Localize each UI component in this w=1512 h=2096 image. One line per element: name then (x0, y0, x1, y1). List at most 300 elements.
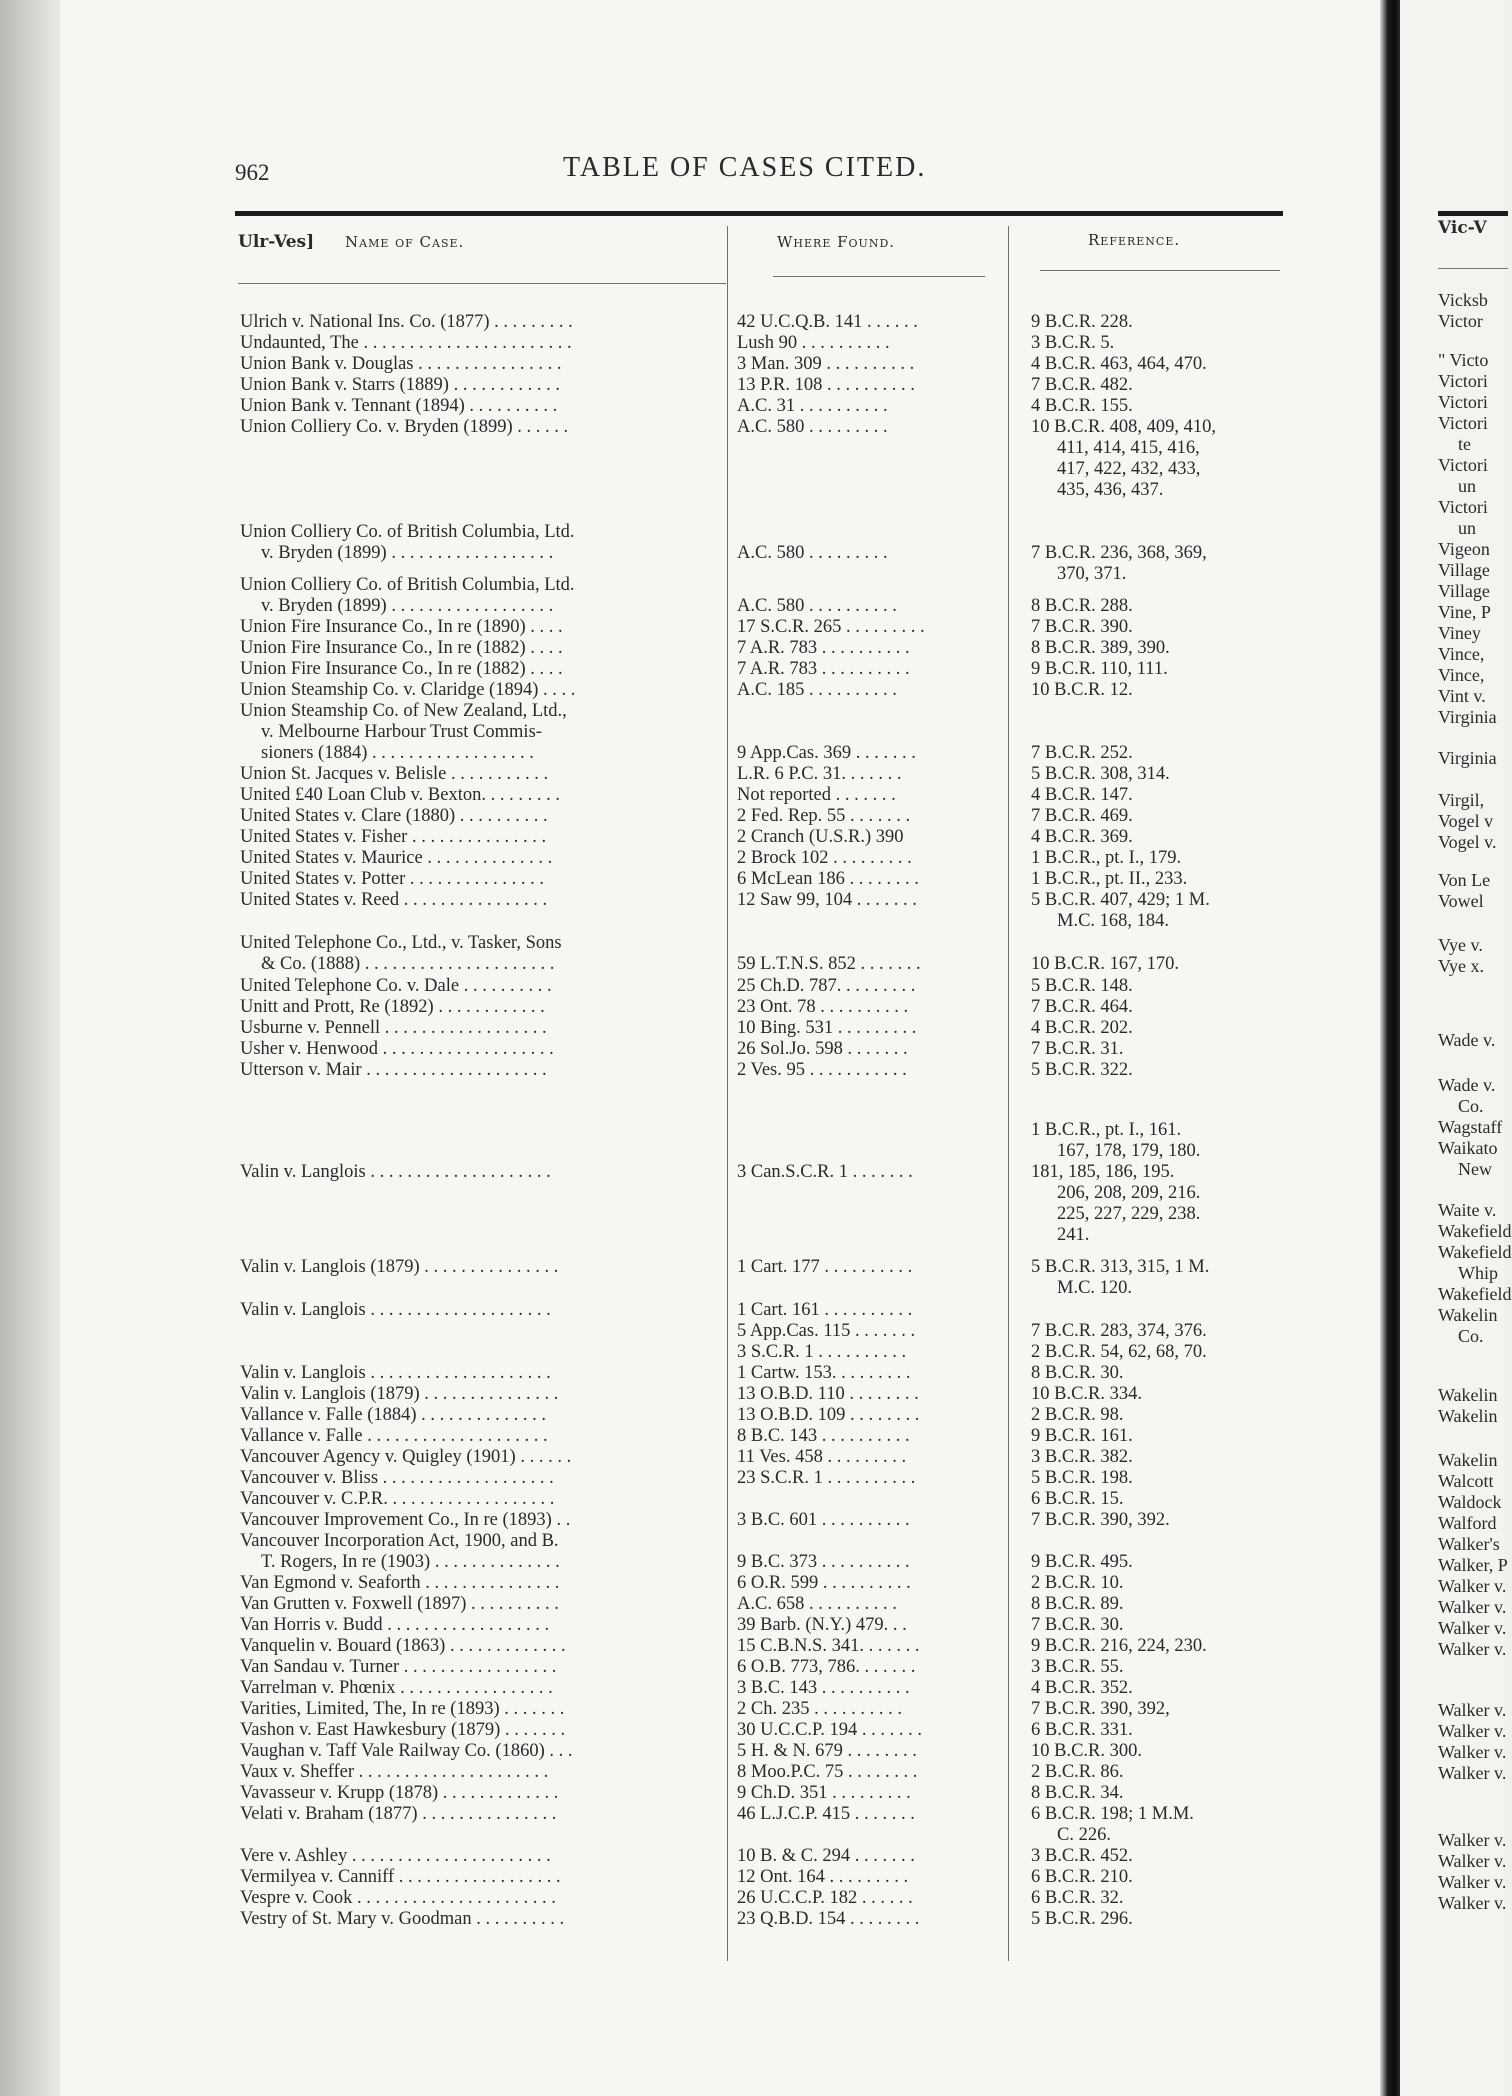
table-row (235, 1762, 1285, 1784)
case-name: v. Melbourne Harbour Trust Commis- (261, 722, 542, 742)
case-name: Varrelman v. Phœnix . . . . . . . . . . . . . . . . . (240, 1678, 553, 1698)
table-row (235, 869, 1285, 891)
table-row (235, 522, 1285, 544)
reference: 2 B.C.R. 86. (1031, 1762, 1124, 1782)
case-name: Union Bank v. Starrs (1889) . . . . . . . . . . . . (240, 375, 560, 395)
reference: M.C. 168, 184. (1057, 911, 1170, 931)
case-name: Union Fire Insurance Co., In re (1882) . . . . (240, 659, 563, 679)
table-row (235, 543, 1285, 565)
where-found: Lush 90 . . . . . . . . . . (737, 333, 890, 353)
case-name: Van Grutten v. Foxwell (1897) . . . . . . . . . . (240, 1594, 559, 1614)
facing-page-line: Walford (1438, 1513, 1497, 1533)
reference: 4 B.C.R. 147. (1031, 785, 1133, 805)
table-row (235, 890, 1285, 912)
facing-page-line: Vye v. (1438, 935, 1483, 955)
reference: 5 B.C.R. 322. (1031, 1060, 1133, 1080)
where-found: 13 O.B.D. 110 . . . . . . . . (737, 1384, 919, 1404)
table-row (235, 617, 1285, 639)
table-row (235, 459, 1285, 481)
where-found: 1 Cartw. 153. . . . . . . . . (737, 1363, 911, 1383)
where-found: A.C. 580 . . . . . . . . . (737, 417, 888, 437)
table-row (235, 1909, 1285, 1931)
page-number: 962 (235, 160, 270, 185)
where-found: 39 Barb. (N.Y.) 479. . . (737, 1615, 907, 1635)
facing-page-line: Viney (1438, 623, 1481, 643)
facing-page-line: Walker v. (1438, 1639, 1507, 1659)
where-found: 23 Q.B.D. 154 . . . . . . . . (737, 1909, 920, 1929)
case-name: Vestry of St. Mary v. Goodman . . . . . . . . . . (240, 1909, 565, 1929)
where-found: A.C. 580 . . . . . . . . . . (737, 596, 897, 616)
where-found: A.C. 31 . . . . . . . . . . (737, 396, 888, 416)
table-row (235, 848, 1285, 870)
table-row (235, 1183, 1285, 1205)
facing-page-range: Vic-V (1438, 218, 1487, 238)
where-found: 10 B. & C. 294 . . . . . . . (737, 1846, 915, 1866)
table-row (235, 1678, 1285, 1700)
facing-page-line: un (1458, 518, 1476, 538)
table-row (235, 1060, 1285, 1082)
case-name: Varities, Limited, The, In re (1893) . . . . . . . (240, 1699, 565, 1719)
facing-page-line: New (1458, 1159, 1492, 1179)
table-row (235, 1510, 1285, 1532)
reference: 435, 436, 437. (1057, 480, 1164, 500)
table-row (235, 1657, 1285, 1679)
reference: 7 B.C.R. 390, 392, (1031, 1699, 1170, 1719)
name-column-header: Name of Case. (345, 233, 465, 251)
reference: 8 B.C.R. 389, 390. (1031, 638, 1170, 658)
case-name: Utterson v. Mair . . . . . . . . . . . . . . . . . . . . (240, 1060, 547, 1080)
table-row (235, 1783, 1285, 1805)
table-row (235, 1846, 1285, 1868)
case-name: Vancouver Agency v. Quigley (1901) . . . . . . (240, 1447, 572, 1467)
table-row (235, 1825, 1285, 1847)
facing-page-line: Vince, (1438, 644, 1485, 664)
facing-page-line: Wade v. (1438, 1030, 1496, 1050)
case-name: Vashon v. East Hawkesbury (1879) . . . . . . . (240, 1720, 566, 1740)
reference: 4 B.C.R. 463, 464, 470. (1031, 354, 1207, 374)
where-found: 42 U.C.Q.B. 141 . . . . . . (737, 312, 918, 332)
case-name: Valin v. Langlois . . . . . . . . . . . . . . . . . . . . (240, 1363, 551, 1383)
table-row (235, 1257, 1285, 1279)
where-found: 15 C.B.N.S. 341. . . . . . . (737, 1636, 920, 1656)
facing-page-line: Whip (1458, 1263, 1498, 1283)
facing-page-line: Village (1438, 560, 1490, 580)
case-name: United States v. Clare (1880) . . . . . . . . . . (240, 806, 548, 826)
case-name: Van Horris v. Budd . . . . . . . . . . . . . . . . . . (240, 1615, 550, 1635)
table-row (235, 806, 1285, 828)
table-row (235, 1867, 1285, 1889)
reference: 6 B.C.R. 331. (1031, 1720, 1133, 1740)
facing-page-line: " Victo (1438, 350, 1489, 370)
facing-page-line: Victori (1438, 413, 1488, 433)
where-found: 2 Brock 102 . . . . . . . . . (737, 848, 912, 868)
facing-page-line: Victori (1438, 392, 1488, 412)
where-found: 3 B.C. 601 . . . . . . . . . . (737, 1510, 910, 1530)
table-row (235, 1888, 1285, 1910)
case-name: Union Bank v. Tennant (1894) . . . . . . . . . . (240, 396, 558, 416)
facing-page-line: Victor (1438, 311, 1483, 331)
reference: 10 B.C.R. 12. (1031, 680, 1133, 700)
facing-page-line: Walker v. (1438, 1576, 1507, 1596)
case-name: Valin v. Langlois . . . . . . . . . . . . . . . . . . . . (240, 1162, 551, 1182)
case-name: United Telephone Co., Ltd., v. Tasker, Sons (240, 933, 562, 953)
table-row (235, 827, 1285, 849)
table-row (235, 1804, 1285, 1826)
where-found: 2 Cranch (U.S.R.) 390 (737, 827, 904, 847)
table-row (235, 1573, 1285, 1595)
where-found: 2 Ves. 95 . . . . . . . . . . . (737, 1060, 907, 1080)
facing-page (1400, 0, 1512, 2096)
facing-page-line: Walcott (1438, 1471, 1494, 1491)
table-row (235, 1204, 1285, 1226)
table-row (235, 1531, 1285, 1553)
where-found: L.R. 6 P.C. 31. . . . . . . (737, 764, 902, 784)
where-found: A.C. 580 . . . . . . . . . (737, 543, 888, 563)
table-row (235, 997, 1285, 1019)
table-row (235, 480, 1285, 502)
reference: 8 B.C.R. 288. (1031, 596, 1133, 616)
reference: 10 B.C.R. 167, 170. (1031, 954, 1180, 974)
facing-page-line: Walker v. (1438, 1851, 1507, 1871)
table-row (235, 1018, 1285, 1040)
reference: 4 B.C.R. 202. (1031, 1018, 1133, 1038)
where-found: 6 O.R. 599 . . . . . . . . . . (737, 1573, 911, 1593)
case-name: Union Colliery Co. of British Columbia, Ltd. (240, 575, 575, 595)
table-row (235, 785, 1285, 807)
facing-page-line: Walker v. (1438, 1721, 1507, 1741)
where-found: 1 Cart. 177 . . . . . . . . . . (737, 1257, 913, 1277)
table-row (235, 1225, 1285, 1247)
table-row (235, 312, 1285, 334)
table-row (235, 911, 1285, 933)
reference: 10 B.C.R. 408, 409, 410, (1031, 417, 1217, 437)
where-found: 7 A.R. 783 . . . . . . . . . . (737, 659, 910, 679)
facing-page-line: Walker v. (1438, 1618, 1507, 1638)
case-name: United States v. Maurice . . . . . . . . . . . . . . (240, 848, 553, 868)
reference: 6 B.C.R. 32. (1031, 1888, 1124, 1908)
reference: 6 B.C.R. 198; 1 M.M. (1031, 1804, 1194, 1824)
case-name: United £40 Loan Club v. Bexton. . . . . . . . . (240, 785, 560, 805)
reference: 2 B.C.R. 54, 62, 68, 70. (1031, 1342, 1207, 1362)
where-found: 5 App.Cas. 115 . . . . . . . (737, 1321, 916, 1341)
reference: 1 B.C.R., pt. II., 233. (1031, 869, 1188, 889)
reference: C. 226. (1057, 1825, 1111, 1845)
table-row (235, 764, 1285, 786)
case-name: Valin v. Langlois . . . . . . . . . . . . . . . . . . . . (240, 1300, 551, 1320)
facing-page-line: Vine, P (1438, 602, 1491, 622)
table-row (235, 933, 1285, 955)
case-name: Union Steamship Co. v. Claridge (1894) . . . . (240, 680, 576, 700)
reference: 8 B.C.R. 34. (1031, 1783, 1124, 1803)
facing-page-line: Wade v. (1438, 1075, 1496, 1095)
reference: 181, 185, 186, 195. (1031, 1162, 1175, 1182)
table-row (235, 333, 1285, 355)
where-found: 30 U.C.C.P. 194 . . . . . . . (737, 1720, 923, 1740)
reference: 4 B.C.R. 352. (1031, 1678, 1133, 1698)
reference: 7 B.C.R. 464. (1031, 997, 1133, 1017)
facing-page-line: Victori (1438, 497, 1488, 517)
facing-page-line: Walker v. (1438, 1872, 1507, 1892)
table-row (235, 1363, 1285, 1385)
reference: 206, 208, 209, 216. (1057, 1183, 1201, 1203)
table-row (235, 1615, 1285, 1637)
where-found: 2 Ch. 235 . . . . . . . . . . (737, 1699, 902, 1719)
table-row (235, 638, 1285, 660)
facing-page-line: Wakelin (1438, 1305, 1498, 1325)
case-name: Valin v. Langlois (1879) . . . . . . . . . . . . . . . (240, 1257, 559, 1277)
facing-page-line: Walker v. (1438, 1763, 1507, 1783)
facing-page-line: Walker v. (1438, 1742, 1507, 1762)
case-name: Undaunted, The . . . . . . . . . . . . . . . . . . . . . . . (240, 333, 572, 353)
facing-page-line: Wakefield (1438, 1242, 1512, 1262)
table-row (235, 659, 1285, 681)
where-found: 23 S.C.R. 1 . . . . . . . . . . (737, 1468, 916, 1488)
case-name: Union Colliery Co. v. Bryden (1899) . . . . . . (240, 417, 569, 437)
facing-page-line: Virginia (1438, 748, 1497, 768)
reference: 2 B.C.R. 10. (1031, 1573, 1124, 1593)
reference: 7 B.C.R. 236, 368, 369, (1031, 543, 1207, 563)
case-name: Vallance v. Falle . . . . . . . . . . . . . . . . . . . . (240, 1426, 548, 1446)
case-name: Vancouver v. Bliss . . . . . . . . . . . . . . . . . . . (240, 1468, 554, 1488)
where-found: 1 Cart. 161 . . . . . . . . . . (737, 1300, 913, 1320)
page-title: TABLE OF CASES CITED. (563, 152, 927, 183)
facing-page-line: Wakelin (1438, 1406, 1498, 1426)
where-found: 6 McLean 186 . . . . . . . . (737, 869, 919, 889)
facing-page-line: Wakelin (1438, 1450, 1498, 1470)
case-name: Vaughan v. Taff Vale Railway Co. (1860) . . . (240, 1741, 573, 1761)
reference: 1 B.C.R., pt. I., 179. (1031, 848, 1182, 868)
table-row (235, 680, 1285, 702)
where-found: 59 L.T.N.S. 852 . . . . . . . (737, 954, 921, 974)
table-row (235, 1300, 1285, 1322)
reference: 3 B.C.R. 452. (1031, 1846, 1133, 1866)
where-found: 9 App.Cas. 369 . . . . . . . (737, 743, 916, 763)
facing-page-line: Vogel v. (1438, 832, 1497, 852)
where-found-column-header: Where Found. (777, 233, 896, 251)
facing-page-line: Walker's (1438, 1534, 1500, 1554)
facing-page-line: Waikato (1438, 1138, 1498, 1158)
reference: 7 B.C.R. 31. (1031, 1039, 1124, 1059)
case-name: Union Fire Insurance Co., In re (1882) . . . . (240, 638, 563, 658)
reference: 3 B.C.R. 55. (1031, 1657, 1124, 1677)
case-name: United States v. Reed . . . . . . . . . . . . . . . . (240, 890, 548, 910)
where-found: 3 B.C. 143 . . . . . . . . . . (737, 1678, 910, 1698)
facing-page-line: un (1458, 476, 1476, 496)
facing-page-line: Co. (1458, 1326, 1484, 1346)
reference: 2 B.C.R. 98. (1031, 1405, 1124, 1425)
table-row (235, 743, 1285, 765)
case-name: United Telephone Co. v. Dale . . . . . . . . . . (240, 976, 552, 996)
case-name: Vallance v. Falle (1884) . . . . . . . . . . . . . . (240, 1405, 547, 1425)
facing-page-line: Vye x. (1438, 956, 1484, 976)
reference: 9 B.C.R. 110, 111. (1031, 659, 1168, 679)
where-found: 25 Ch.D. 787. . . . . . . . . (737, 976, 916, 996)
table-row (235, 1426, 1285, 1448)
facing-page-line: Waldock (1438, 1492, 1502, 1512)
where-found: 8 B.C. 143 . . . . . . . . . . (737, 1426, 910, 1446)
case-name: T. Rogers, In re (1903) . . . . . . . . . . . . . . (261, 1552, 560, 1572)
reference: 6 B.C.R. 210. (1031, 1867, 1133, 1887)
where-found: 6 O.B. 773, 786. . . . . . . (737, 1657, 916, 1677)
reference: 411, 414, 415, 416, (1057, 438, 1200, 458)
where-found: A.C. 658 . . . . . . . . . . (737, 1594, 897, 1614)
facing-page-underline (1438, 268, 1508, 269)
facing-page-line: Walker v. (1438, 1893, 1507, 1913)
facing-page-line: Walker, P (1438, 1555, 1508, 1575)
reference: 417, 422, 432, 433, (1057, 459, 1201, 479)
where-found: A.C. 185 . . . . . . . . . . (737, 680, 897, 700)
where-found: 12 Saw 99, 104 . . . . . . . (737, 890, 917, 910)
case-name: United States v. Fisher . . . . . . . . . . . . . . . (240, 827, 547, 847)
facing-page-line: Victori (1438, 455, 1488, 475)
where-found: 10 Bing. 531 . . . . . . . . . (737, 1018, 917, 1038)
facing-page-line: Virginia (1438, 707, 1497, 727)
case-name: Union St. Jacques v. Belisle . . . . . . . . . . . (240, 764, 549, 784)
facing-page-line: Wakefield (1438, 1284, 1512, 1304)
where-found: 2 Fed. Rep. 55 . . . . . . . (737, 806, 911, 826)
table-row (235, 375, 1285, 397)
facing-page-line: Von Le (1438, 870, 1491, 890)
reference: 3 B.C.R. 5. (1031, 333, 1115, 353)
where-found: 8 Moo.P.C. 75 . . . . . . . . (737, 1762, 918, 1782)
where-found: 9 Ch.D. 351 . . . . . . . . . (737, 1783, 911, 1803)
case-name: Vancouver Improvement Co., In re (1893) . . (240, 1510, 571, 1530)
reference: 7 B.C.R. 252. (1031, 743, 1133, 763)
case-name: & Co. (1888) . . . . . . . . . . . . . . . . . . . . . (261, 954, 555, 974)
facing-page-line: Walker v. (1438, 1597, 1507, 1617)
facing-page-line: Vogel v (1438, 811, 1494, 831)
case-name: Vermilyea v. Canniff . . . . . . . . . . . . . . . . . . (240, 1867, 561, 1887)
facing-page-line: te (1458, 434, 1471, 454)
reference: M.C. 120. (1057, 1278, 1133, 1298)
table-row (235, 1278, 1285, 1300)
facing-page-line: Village (1438, 581, 1490, 601)
facing-page-line: Vowel (1438, 891, 1484, 911)
facing-page-line: Vince, (1438, 665, 1485, 685)
facing-page-line: Walker v. (1438, 1700, 1507, 1720)
case-name: v. Bryden (1899) . . . . . . . . . . . . . . . . . . (261, 543, 554, 563)
case-name: Unitt and Prott, Re (1892) . . . . . . . . . . . . (240, 997, 545, 1017)
case-name: United States v. Potter . . . . . . . . . . . . . . . (240, 869, 545, 889)
reference: 5 B.C.R. 313, 315, 1 M. (1031, 1257, 1210, 1277)
facing-page-line: Vigeon (1438, 539, 1490, 559)
where-found: 3 Man. 309 . . . . . . . . . . (737, 354, 915, 374)
range-label: Ulr-Ves] (238, 232, 315, 252)
case-name: Vere v. Ashley . . . . . . . . . . . . . . . . . . . . . . (240, 1846, 551, 1866)
reference: 7 B.C.R. 283, 374, 376. (1031, 1321, 1207, 1341)
where-found: 12 Ont. 164 . . . . . . . . . (737, 1867, 909, 1887)
facing-page-line: Wakelin (1438, 1385, 1498, 1405)
table-row (235, 1594, 1285, 1616)
reference: 7 B.C.R. 390, 392. (1031, 1510, 1170, 1530)
table-row (235, 1405, 1285, 1427)
reference: 5 B.C.R. 198. (1031, 1468, 1133, 1488)
case-name: Vancouver Incorporation Act, 1900, and B. (240, 1531, 559, 1551)
case-name: sioners (1884) . . . . . . . . . . . . . . . . . . (261, 743, 534, 763)
reference: 9 B.C.R. 495. (1031, 1552, 1133, 1572)
cases-table (235, 0, 1285, 2096)
table-row (235, 1699, 1285, 1721)
case-name: Valin v. Langlois (1879) . . . . . . . . . . . . . . . (240, 1384, 559, 1404)
where-found: 26 Sol.Jo. 598 . . . . . . . (737, 1039, 908, 1059)
facing-page-line: Victori (1438, 371, 1488, 391)
case-name: Usher v. Henwood . . . . . . . . . . . . . . . . . . . (240, 1039, 554, 1059)
case-name: Usburne v. Pennell . . . . . . . . . . . . . . . . . . (240, 1018, 547, 1038)
facing-page-line: Waite v. (1438, 1200, 1497, 1220)
facing-page-line: Vint v. (1438, 686, 1486, 706)
reference: 5 B.C.R. 296. (1031, 1909, 1133, 1929)
reference: 9 B.C.R. 228. (1031, 312, 1133, 332)
table-row (235, 1741, 1285, 1763)
table-row (235, 1447, 1285, 1469)
table-row (235, 722, 1285, 744)
reference: 5 B.C.R. 308, 314. (1031, 764, 1170, 784)
reference: 9 B.C.R. 161. (1031, 1426, 1133, 1446)
case-name: Union Colliery Co. of British Columbia, Ltd. (240, 522, 575, 542)
reference: 10 B.C.R. 334. (1031, 1384, 1143, 1404)
reference: 9 B.C.R. 216, 224, 230. (1031, 1636, 1207, 1656)
reference: 7 B.C.R. 469. (1031, 806, 1133, 826)
facing-page-line: Virgil, (1438, 790, 1485, 810)
case-name: v. Bryden (1899) . . . . . . . . . . . . . . . . . . (261, 596, 554, 616)
table-row (235, 954, 1285, 976)
table-row (235, 596, 1285, 618)
case-name: Van Sandau v. Turner . . . . . . . . . . . . . . . . . (240, 1657, 557, 1677)
table-row (235, 396, 1285, 418)
reference: 8 B.C.R. 30. (1031, 1363, 1124, 1383)
reference: 1 B.C.R., pt. I., 161. (1031, 1120, 1182, 1140)
facing-page-line: Wagstaff (1438, 1117, 1503, 1137)
case-name: Union Fire Insurance Co., In re (1890) . . . . (240, 617, 563, 637)
reference: 6 B.C.R. 15. (1031, 1489, 1124, 1509)
facing-page-line: Co. (1458, 1096, 1484, 1116)
table-row (235, 1384, 1285, 1406)
where-found: 26 U.C.C.P. 182 . . . . . . (737, 1888, 913, 1908)
case-name: Vancouver v. C.P.R. . . . . . . . . . . . . . . . . . . (240, 1489, 555, 1509)
table-row (235, 575, 1285, 597)
where-found: 13 O.B.D. 109 . . . . . . . . (737, 1405, 920, 1425)
where-found: 5 H. & N. 679 . . . . . . . . (737, 1741, 917, 1761)
table-row (235, 1321, 1285, 1343)
facing-page-line: Wakefield (1438, 1221, 1512, 1241)
table-row (235, 1342, 1285, 1364)
reference: 4 B.C.R. 155. (1031, 396, 1133, 416)
facing-page-rule (1438, 211, 1508, 216)
table-row (235, 1141, 1285, 1163)
reference: 8 B.C.R. 89. (1031, 1594, 1124, 1614)
reference: 7 B.C.R. 30. (1031, 1615, 1124, 1635)
table-row (235, 1039, 1285, 1061)
where-found: 17 S.C.R. 265 . . . . . . . . . (737, 617, 925, 637)
table-row (235, 1489, 1285, 1511)
reference: 5 B.C.R. 148. (1031, 976, 1133, 996)
reference-column-header: Reference. (1088, 231, 1181, 249)
case-name: Vanquelin v. Bouard (1863) . . . . . . . . . . . . . (240, 1636, 566, 1656)
reference: 241. (1057, 1225, 1090, 1245)
table-row (235, 1720, 1285, 1742)
reference: 225, 227, 229, 238. (1057, 1204, 1201, 1224)
reference: 167, 178, 179, 180. (1057, 1141, 1201, 1161)
table-row (235, 1552, 1285, 1574)
reference: 5 B.C.R. 407, 429; 1 M. (1031, 890, 1210, 910)
reference: 7 B.C.R. 482. (1031, 375, 1133, 395)
where-found: 7 A.R. 783 . . . . . . . . . . (737, 638, 910, 658)
where-found: 23 Ont. 78 . . . . . . . . . . (737, 997, 909, 1017)
facing-page-line: Vicksb (1438, 290, 1488, 310)
table-row (235, 438, 1285, 460)
reference: 7 B.C.R. 390. (1031, 617, 1133, 637)
case-name: Union Bank v. Douglas . . . . . . . . . . . . . . . . (240, 354, 562, 374)
